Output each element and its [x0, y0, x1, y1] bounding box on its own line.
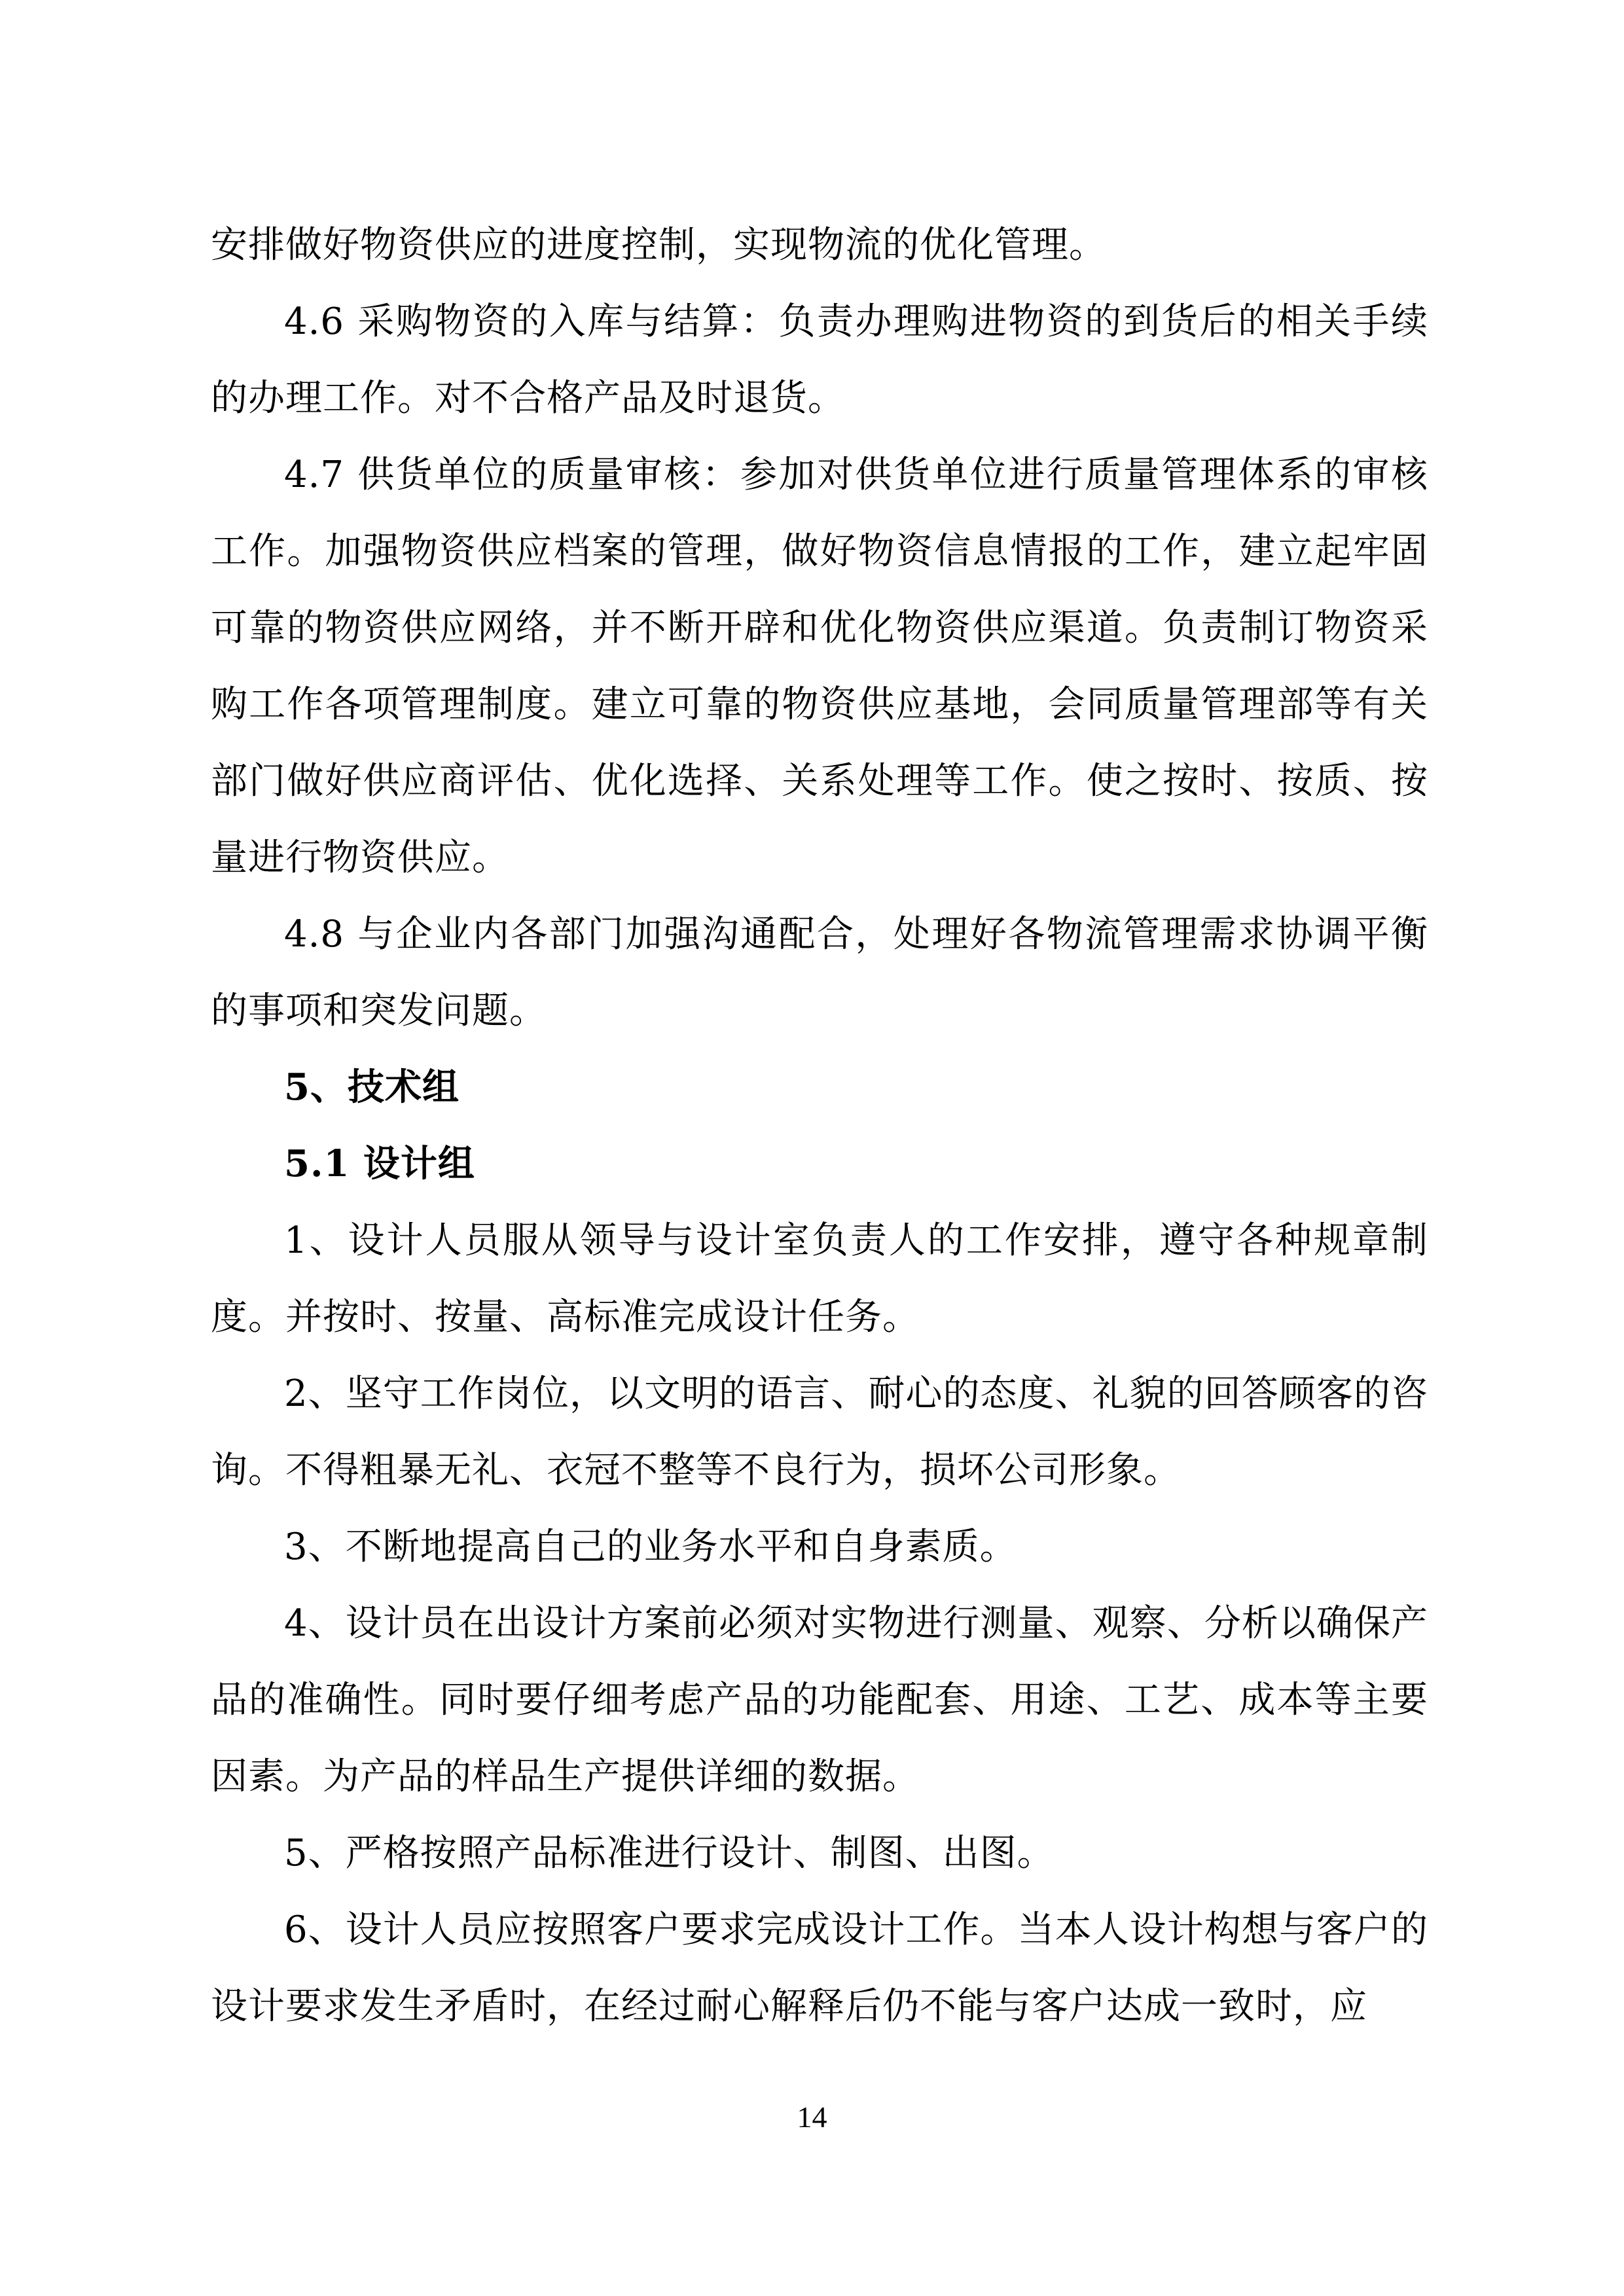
paragraph-item-5: 5、严格按照产品标准进行设计、制图、出图。 [284, 1832, 1055, 1874]
paragraph-continuation: 安排做好物资供应的进度控制，实现物流的优化管理。 [211, 224, 1106, 266]
paragraph-4-6: 4.6 采购物资的入库与结算：负责办理购进物资的到货后的相关手续的办理工作。对不合格产品及时退货。 [211, 300, 1428, 420]
paragraph-4-8: 4.8 与企业内各部门加强沟通配合，处理好各物流管理需求协调平衡的事项和突发问题。 [211, 913, 1428, 1032]
paragraph-item-4: 4、设计员在出设计方案前必须对实物进行测量、观察、分析以确保产品的准确性。同时要仔细考虑产品的功能配套、用途、工艺、成本等主要因素。为产品的样品生产提供详细的数据。 [211, 1602, 1428, 1798]
page-body [211, 207, 1428, 2045]
paragraph-item-2: 2、坚守工作岗位，以文明的语言、耐心的态度、礼貌的回答顾客的咨询。不得粗暴无礼、衣冠不整等不良行为，损坏公司形象。 [211, 1372, 1428, 1492]
paragraph-4-7: 4.7 供货单位的质量审核：参加对供货单位进行质量管理体系的审核工作。加强物资供应档案的管理，做好物资信息情报的工作，建立起牢固可靠的物资供应网络，并不断开辟和优化物资供应渠道。负责制订物资采购工作各项管理制度。建立可靠的物资供应基地，会同质量管理部等有关部门做好供应商评估、优化选择、关系处理等工作。使之按时、按质、按量进行物资供应。 [211, 454, 1428, 879]
subsection-heading-5-1: 5.1 设计组 [284, 1142, 475, 1185]
section-heading-5: 5、技术组 [284, 1066, 460, 1109]
page-number: 14 [797, 2100, 827, 2134]
paragraph-item-6: 6、设计人员应按照客户要求完成设计工作。当本人设计构想与客户的设计要求发生矛盾时，在经过耐心解释后仍不能与客户达成一致时，应 [211, 1909, 1428, 2028]
paragraph-item-3: 3、不断地提高自己的业务水平和自身素质。 [284, 1526, 1017, 1568]
paragraph-item-1: 1、设计人员服从领导与设计室负责人的工作安排，遵守各种规章制度。并按时、按量、高标准完成设计任务。 [211, 1219, 1428, 1338]
